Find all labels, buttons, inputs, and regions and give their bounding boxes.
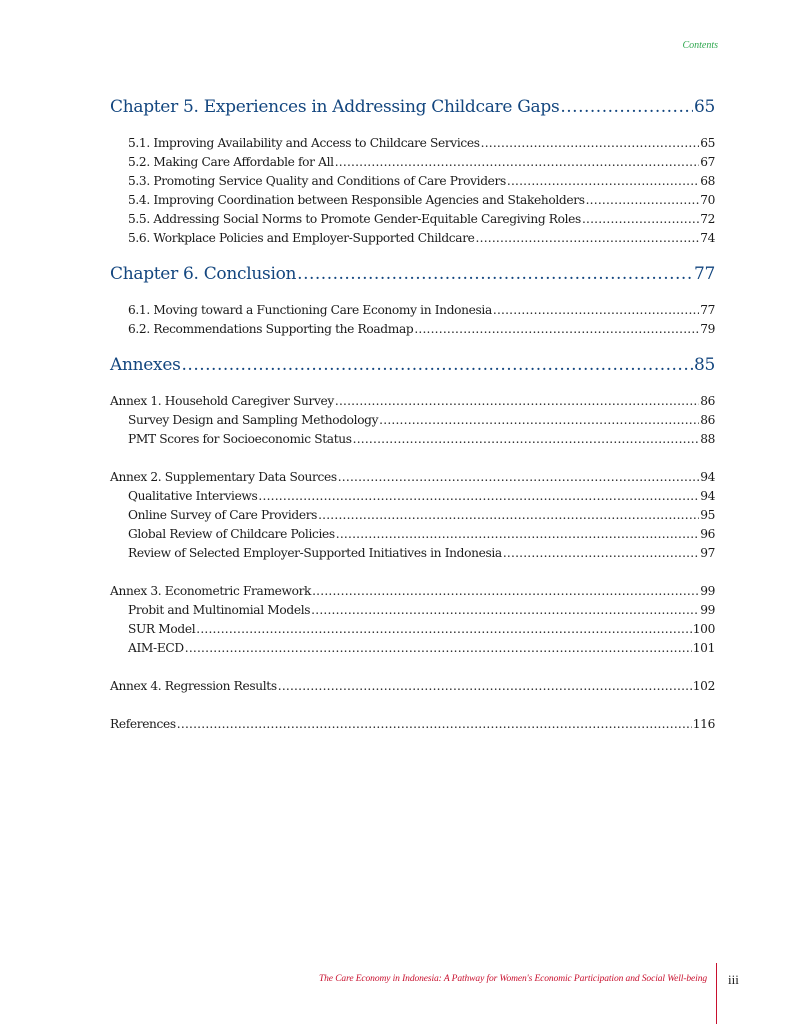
toc-page-number: 77	[700, 303, 715, 317]
toc-annexes[interactable]	[110, 352, 715, 378]
toc-entry-label: Global Review of Childcare Policies	[128, 527, 335, 541]
toc-page-number: 86	[700, 394, 715, 408]
toc-page-number: 116	[692, 717, 715, 731]
toc-page-number: 95	[700, 508, 715, 522]
toc-annex-1[interactable]	[110, 392, 715, 411]
footer-book-title: The Care Economy in Indonesia: A Pathway for Women's Economic Participation and Social Well-being	[318, 974, 707, 984]
toc-entry-label: Online Survey of Care Providers	[128, 508, 318, 522]
toc-page-number: 88	[700, 432, 715, 446]
toc-annex-1-item-2[interactable]	[110, 430, 715, 449]
toc-annex-3-item-1[interactable]	[110, 601, 715, 620]
dot-leader	[336, 525, 699, 544]
toc-entry-label: 5.2. Making Care Affordable for All	[128, 155, 334, 169]
toc-annex-4[interactable]	[110, 677, 715, 696]
dot-leader	[476, 229, 700, 248]
toc-entry-label: Annex 1. Household Caregiver Survey	[110, 394, 334, 408]
toc-page-number: 102	[692, 679, 715, 693]
toc-entry-label: Annex 3. Econometric Framework	[110, 584, 312, 598]
dot-leader	[353, 430, 700, 449]
dot-leader	[481, 134, 700, 153]
toc-page-number: 68	[700, 174, 715, 188]
dot-leader	[586, 191, 700, 210]
toc-section-5-4[interactable]	[110, 191, 715, 210]
dot-leader	[503, 544, 699, 563]
toc-entry-label: 6.1. Moving toward a Functioning Care Economy in Indonesia	[128, 303, 492, 317]
toc-page-number: 77	[693, 264, 715, 284]
toc-page-number: 99	[700, 584, 715, 598]
toc-annex-2-item-3[interactable]	[110, 525, 715, 544]
dot-leader	[507, 172, 699, 191]
toc-chapter-title: Chapter 5. Experiences in Addressing Childcare Gaps	[110, 97, 560, 117]
toc-references[interactable]	[110, 715, 715, 734]
toc-entry-label: 5.6. Workplace Policies and Employer-Supported Childcare	[128, 231, 475, 245]
dot-leader	[185, 639, 692, 658]
toc-annex-2-item-4[interactable]	[110, 544, 715, 563]
dot-leader	[560, 94, 693, 120]
toc-section-6-1[interactable]	[110, 301, 715, 320]
toc-section-5-6[interactable]	[110, 229, 715, 248]
toc-annex-2-item-2[interactable]	[110, 506, 715, 525]
dot-leader	[278, 677, 692, 696]
toc-page-number: 85	[693, 355, 715, 375]
toc-page-number: 97	[700, 546, 715, 560]
toc-entry-label: AIM-ECD	[128, 641, 184, 655]
toc-page-number: 100	[692, 622, 715, 636]
toc-page-number: 67	[700, 155, 715, 169]
toc-entry-label: SUR Model	[128, 622, 196, 636]
toc-annex-3-item-2[interactable]	[110, 620, 715, 639]
toc-annex-3-item-3[interactable]	[110, 639, 715, 658]
toc-entry-label: Annex 2. Supplementary Data Sources	[110, 470, 337, 484]
toc-page-number: 74	[700, 231, 715, 245]
toc-page-number: 99	[700, 603, 715, 617]
footer-divider	[716, 963, 717, 1024]
toc-chapter-title: Chapter 6. Conclusion	[110, 264, 297, 284]
toc-entry-label: 5.4. Improving Coordination between Responsible Agencies and Stakeholders	[128, 193, 585, 207]
toc-section-5-1[interactable]	[110, 134, 715, 153]
toc-annex-1-item-1[interactable]	[110, 411, 715, 430]
dot-leader	[335, 392, 699, 411]
toc-chapter-5[interactable]	[110, 94, 715, 120]
dot-leader	[493, 301, 699, 320]
toc-entry-label: 5.1. Improving Availability and Access to Childcare Services	[128, 136, 480, 150]
dot-leader	[318, 506, 699, 525]
toc-section-5-2[interactable]	[110, 153, 715, 172]
running-header-section: Contents	[682, 40, 718, 51]
toc-page-number: 70	[700, 193, 715, 207]
toc-annex-2[interactable]	[110, 468, 715, 487]
table-of-contents	[110, 94, 715, 734]
toc-chapter-title: Annexes	[110, 355, 181, 375]
toc-section-5-5[interactable]	[110, 210, 715, 229]
dot-leader	[312, 582, 699, 601]
toc-entry-label: Annex 4. Regression Results	[110, 679, 277, 693]
toc-page-number: 72	[700, 212, 715, 226]
toc-entry-label: 6.2. Recommendations Supporting the Roadmap	[128, 322, 414, 336]
toc-section-6-2[interactable]	[110, 320, 715, 339]
dot-leader	[338, 468, 699, 487]
toc-page-number: 96	[700, 527, 715, 541]
toc-annex-3[interactable]	[110, 582, 715, 601]
toc-entry-label: 5.5. Addressing Social Norms to Promote Gender-Equitable Caregiving Roles	[128, 212, 581, 226]
dot-leader	[311, 601, 699, 620]
toc-page-number: 94	[700, 489, 715, 503]
toc-page-number: 79	[700, 322, 715, 336]
toc-page-number: 86	[700, 413, 715, 427]
toc-page-number: 65	[693, 97, 715, 117]
toc-entry-label: Review of Selected Employer-Supported Initiatives in Indonesia	[128, 546, 502, 560]
toc-chapter-6[interactable]	[110, 261, 715, 287]
toc-entry-label: Probit and Multinomial Models	[128, 603, 311, 617]
dot-leader	[414, 320, 699, 339]
toc-entry-label: References	[110, 717, 176, 731]
dot-leader	[182, 352, 693, 378]
dot-leader	[582, 210, 699, 229]
dot-leader	[335, 153, 699, 172]
dot-leader	[196, 620, 692, 639]
toc-page-number: 101	[692, 641, 715, 655]
toc-page-number: 65	[700, 136, 715, 150]
toc-page-number: 94	[700, 470, 715, 484]
toc-entry-label: Qualitative Interviews	[128, 489, 258, 503]
dot-leader	[379, 411, 699, 430]
toc-section-5-3[interactable]	[110, 172, 715, 191]
toc-annex-2-item-1[interactable]	[110, 487, 715, 506]
toc-entry-label: Survey Design and Sampling Methodology	[128, 413, 379, 427]
toc-entry-label: PMT Scores for Socioeconomic Status	[128, 432, 352, 446]
dot-leader	[177, 715, 692, 734]
page-number: iii	[728, 972, 739, 987]
toc-entry-label: 5.3. Promoting Service Quality and Conditions of Care Providers	[128, 174, 506, 188]
dot-leader	[258, 487, 699, 506]
dot-leader	[297, 261, 693, 287]
